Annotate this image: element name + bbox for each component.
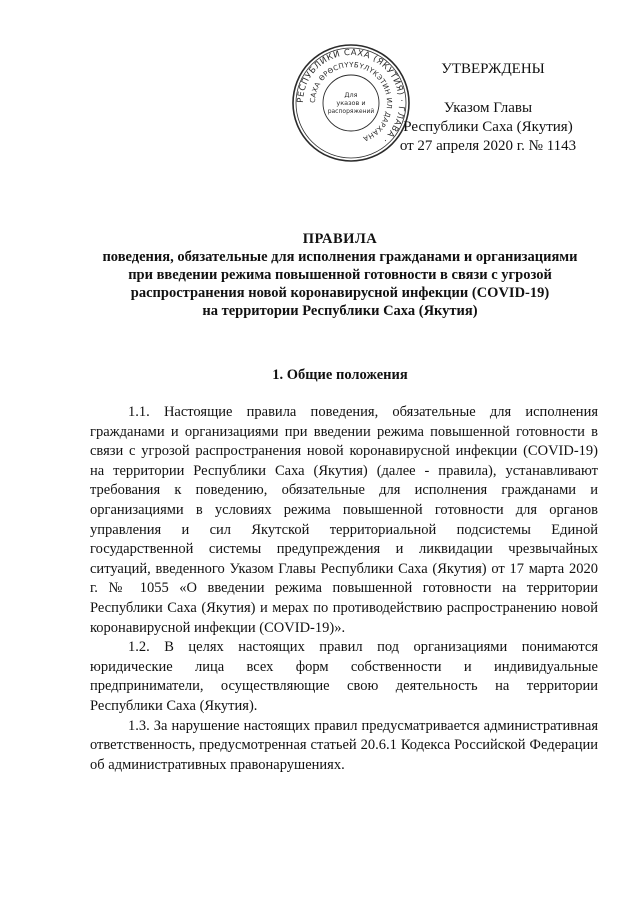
approval-heading: УТВЕРЖДЕНЫ <box>441 61 545 77</box>
seal-center-line1: Для <box>344 91 358 99</box>
seal-center-line3: распоряжений <box>327 108 375 115</box>
approval-decree: Указом Главы <box>443 100 533 116</box>
subtitle-line: на территории Республики Саха (Якутия) <box>202 303 478 319</box>
document-body <box>90 403 598 775</box>
document-title-block <box>60 230 620 320</box>
approval-republic: Республики Саха (Якутия) <box>403 119 573 135</box>
section-heading: 1. Общие положения <box>272 367 408 383</box>
paragraph-1-3: 1.3. За нарушение настоящих правил предусматривается административная ответственность, предусмотренная статьей 20.6.1 Кодекса Российской Федерации об административных правонарушениях. <box>90 717 598 773</box>
approval-block <box>388 60 588 156</box>
seal-outer-text: РЕСПУБЛИКИ САХА (ЯКУТИЯ) · ГЛАВА · <box>295 47 407 145</box>
document-title: ПРАВИЛА <box>302 231 378 247</box>
seal-center-line2: указов и <box>336 99 366 107</box>
paragraph-1-1: 1.1. Настоящие правила поведения, обязательные для исполнения гражданами и организациями при введении режима повышенной готовности в связи с угрозой распространения новой коронавирусной инфекции (COVID-19) на территории Республики Саха (Якутия) (далее - правила), устанавливают требования к поведению, обязательные для исполнения гражданами и организациями в условиях режима повышенной готовности для органов управления и сил Якутской территориальной подсистемы Единой государственной системы предупреждения и ликвидации чрезвычайных ситуаций, введенного Указом Главы Республики Саха (Якутия) от 17 марта 2020 г. № 1055 «О введении режима повышенной готовности на территории Республики Саха (Якутия) и мерах по противодействию распространению новой коронавирусной инфекции (COVID-19)». <box>90 404 598 636</box>
subtitle-line: распространения новой коронавирусной инфекции (COVID-19) <box>130 285 550 301</box>
subtitle-line: поведения, обязательные для исполнения гражданами и организациями <box>102 249 578 265</box>
subtitle-line: при введении режима повышенной готовности в связи с угрозой <box>128 267 552 283</box>
approval-date: от 27 апреля 2020 г. № 1143 <box>399 138 577 154</box>
seal-inner-text: САХА ӨРӨСПҮҮБҮЛҮКЭТИН ИЛ ДАРХАНА <box>308 60 394 143</box>
paragraph-1-2: 1.2. В целях настоящих правил под организациями понимаются юридические лица всех форм собственности и индивидуальные предприниматели, осуществляющие свою деятельность на территории Республики Саха (Якутия). <box>90 639 598 714</box>
